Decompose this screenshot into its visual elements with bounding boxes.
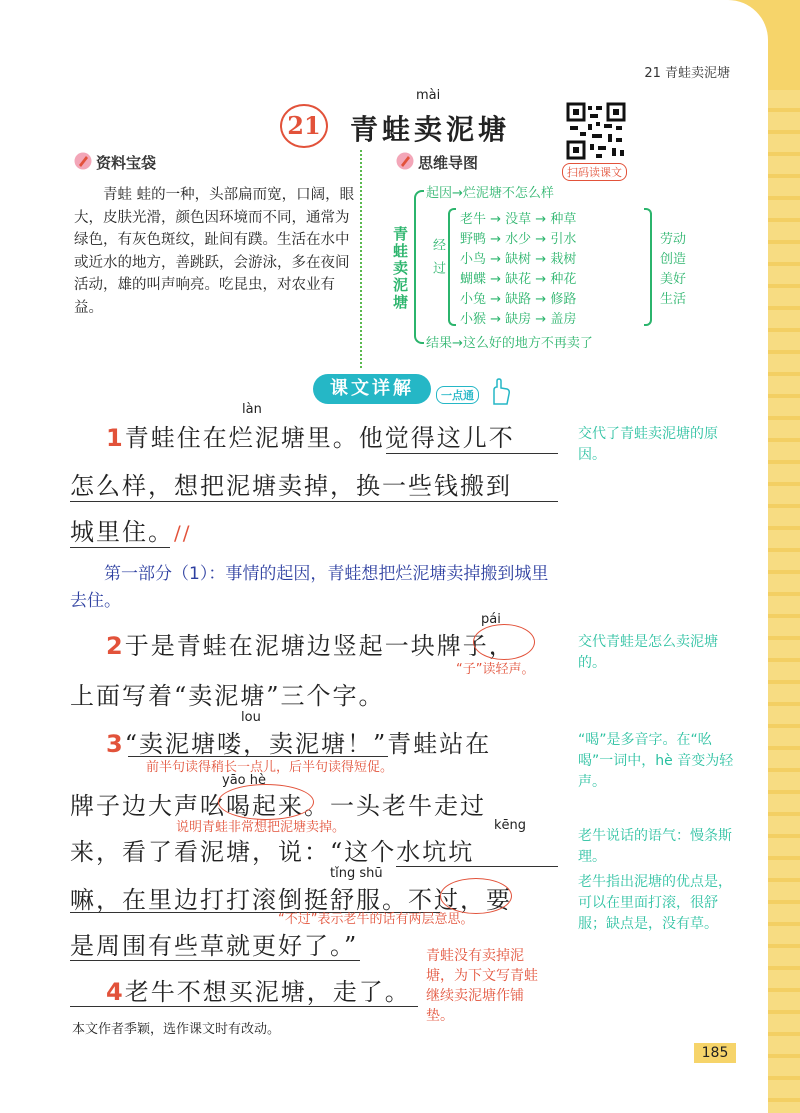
info-heading: 资料宝袋: [96, 154, 157, 172]
note-read: 前半句读得稍长一点儿，后半句读得短促。: [146, 760, 394, 775]
page-title: 青蛙卖泥塘: [350, 113, 511, 146]
underline: [70, 1006, 418, 1007]
para3-text: “卖泥塘喽，卖泥塘！”青蛙站在: [124, 730, 492, 758]
pinyin-yaohe: yāo hè: [222, 773, 266, 788]
qr-code-icon[interactable]: [566, 102, 626, 160]
mindmap-row: 蝴蝶 → 缺花 → 种花: [460, 272, 577, 287]
para3-line1: [106, 724, 491, 759]
para1-text: 青蛙住在烂泥塘里。他觉得这儿不: [124, 424, 515, 452]
para1-line3-text: 城里住。: [70, 518, 174, 546]
para2-line2: 上面写着“卖泥塘”三个字。: [70, 682, 385, 710]
qr-label[interactable]: 扫码读课文: [562, 163, 627, 181]
pinyin-mai: mài: [416, 88, 441, 103]
para1-number: 1: [106, 424, 125, 452]
column-divider: [360, 150, 362, 368]
para4-text: 老牛不想买泥塘，走了。: [124, 978, 411, 1006]
para2-text: 于是青蛙在泥塘边竖起一块牌子，: [124, 632, 515, 660]
mindmap-theme: 劳动创造美好生活: [660, 232, 687, 307]
side-note: 交代了青蛙卖泥塘的原因。: [578, 426, 718, 463]
side-note: “喝”是多音字。在“吆喝”一词中，hè 音变为轻声。: [578, 732, 734, 790]
note-foreshadow: 青蛙没有卖掉泥塘，为下文写青蛙继续卖泥塘作铺垫。: [426, 948, 538, 1024]
annotation-circle: [218, 784, 314, 820]
annotation-circle: [473, 624, 535, 660]
para4-number: 4: [106, 978, 125, 1006]
book-edge: [768, 90, 800, 1113]
para1-line2: 怎么样，想把泥塘卖掉，换一些钱搬到: [70, 472, 512, 500]
process-brace: [448, 208, 456, 326]
pencil-icon: [396, 152, 414, 170]
para3-line3: 来，看了看泥塘，说：“这个水坑坑: [70, 838, 475, 866]
root-brace: [414, 190, 424, 344]
underline: [70, 960, 360, 961]
para1-line1: [106, 418, 515, 453]
mindmap-cause: 起因→烂泥塘不怎么样: [426, 186, 554, 201]
underline: [396, 866, 558, 867]
underline: [386, 453, 558, 454]
para3-line5: 是周围有些草就更好了。”: [70, 932, 359, 960]
section-banner: 课文详解: [313, 374, 431, 404]
note-want: 说明青蛙非常想把泥塘卖掉。: [176, 820, 346, 835]
mindmap-heading: 思维导图: [418, 154, 479, 172]
para3-line4: 嘛，在里边打打滚倒挺舒服。不过，要: [70, 886, 512, 914]
footnote: 本文作者季颖，选作课文时有改动。: [72, 1022, 281, 1037]
mindmap-row: 小鸟 → 缺树 → 栽树: [460, 252, 577, 267]
pinyin-lan: làn: [242, 402, 262, 417]
lesson-number: 21: [280, 104, 328, 148]
mindmap-row: 老牛 → 没草 → 种草: [460, 212, 577, 227]
para3-number: 3: [106, 730, 125, 758]
pinyin-keng: kēng: [494, 818, 527, 833]
section-summary: 第一部分（1）：事情的起因，青蛙想把烂泥塘卖掉搬到城里去住。: [70, 564, 549, 611]
mindmap-process-label: 经过: [430, 238, 445, 284]
pencil-icon: [74, 152, 92, 170]
section-break-mark: //: [174, 521, 192, 545]
underline: [70, 547, 170, 548]
section-banner-sub: 一点通: [436, 386, 479, 404]
mindmap-row: 小兔 → 缺路 → 修路: [460, 292, 577, 307]
side-note: 交代青蛙是怎么卖泥塘的。: [578, 634, 718, 671]
para2-line1: [106, 626, 515, 661]
mindmap-row: 野鸭 → 水少 → 引水: [460, 232, 577, 247]
para4-line1: [106, 972, 411, 1007]
para2-number: 2: [106, 632, 125, 660]
pinyin-tingshu: tǐng shū: [330, 866, 383, 881]
info-text: 青蛙 蛙的一种，头部扁而宽，口阔，眼大，皮肤光滑，颜色因环境而不同，通常为绿色，有灰色斑纹，趾间有蹼。生活在水中或近水的地方，善跳跃，会游泳，多在夜间活动，雄的叫声响亮。吃昆虫，对农业有益。: [74, 187, 355, 316]
pinyin-lou: lou: [241, 710, 261, 725]
side-note: 老牛说话的语气：慢条斯理。: [578, 828, 732, 865]
underline: [70, 501, 558, 502]
page-number: 185: [694, 1043, 736, 1063]
note-buguo: “不过”表示老牛的话有两层意思。: [278, 912, 474, 927]
note-zi: “子”读轻声。: [456, 662, 535, 677]
side-note: 老牛指出泥塘的优点是，可以在里面打滚，很舒服；缺点是，没有草。: [578, 874, 732, 932]
mindmap: [390, 182, 687, 352]
mindmap-row: 小猴 → 缺房 → 盖房: [460, 312, 577, 327]
theme-brace: [644, 208, 652, 326]
hand-pointer-icon: [488, 378, 512, 406]
para3-line2: 牌子边大声吆喝起来。一头老牛走过: [70, 792, 486, 820]
running-header: 21 青蛙卖泥塘: [644, 66, 730, 81]
mindmap-root: 青蛙卖泥塘: [391, 226, 409, 311]
para1-line3: [70, 512, 191, 547]
pinyin-pai: pái: [481, 612, 501, 627]
mindmap-result: 结果→这么好的地方不再卖了: [426, 336, 593, 351]
